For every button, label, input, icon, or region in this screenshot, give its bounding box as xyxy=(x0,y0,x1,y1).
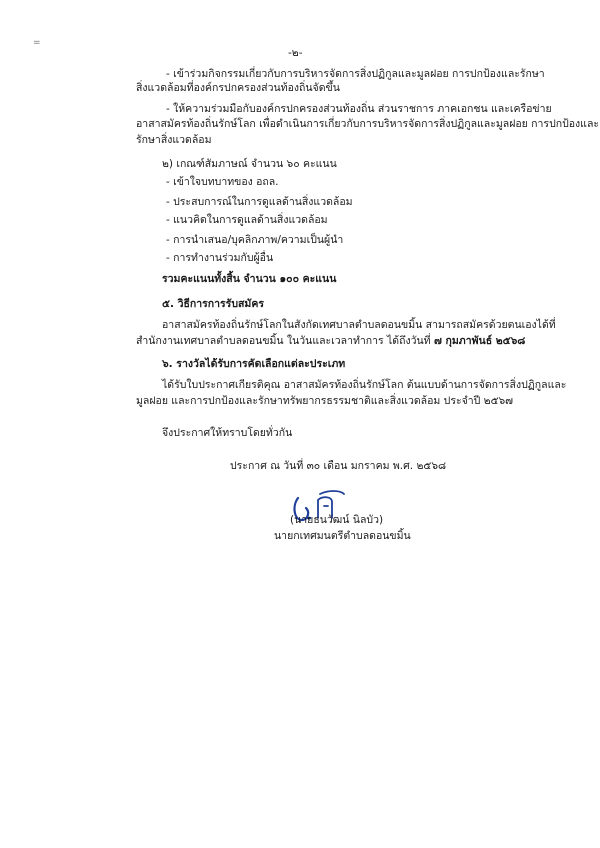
section5-line2-text: สำนักงานเทศบาลตำบลดอนขมิ้น ในวันและเวลาทำการ ได้ถึงวันที่ xyxy=(136,335,434,347)
section6-heading: ๖. รางวัลได้รับการคัดเลือกแต่ละประเภท xyxy=(162,358,346,370)
deadline-date: ๗ กุมภาพันธ์ ๒๕๖๘ xyxy=(433,335,526,347)
criteria-total: รวมคะแนนทั้งสิ้น จำนวน ๑๐๐ คะแนน xyxy=(162,273,337,285)
page-number: -๒- xyxy=(288,47,303,59)
duty-line: - เข้าร่วมกิจกรรมเกี่ยวกับการบริหารจัดการสิ่งปฏิกูลและมูลฝอย การปกป้องและรักษา xyxy=(166,68,545,80)
section5-line: อาสาสมัครท้องถิ่นรักษ์โลกในสังกัดเทศบาลตำบลดอนขมิ้น สามารถสมัครด้วยตนเองได้ที่ xyxy=(162,319,556,331)
section5-line xyxy=(136,335,525,348)
duty-line: - ให้ความร่วมมือกับองค์กรปกครองส่วนท้องถิ่น ส่วนราชการ ภาคเอกชน และเครือข่าย xyxy=(166,103,552,115)
duty-line: สิ่งแวดล้อมที่องค์กรปกครองส่วนท้องถิ่นจัดขึ้น xyxy=(136,82,340,94)
section5-heading: ๕. วิธีการการรับสมัคร xyxy=(162,298,264,310)
criteria-item: - แนวคิดในการดูแลด้านสิ่งแวดล้อม xyxy=(166,214,328,226)
signer-title: นายกเทศมนตรีตำบลดอนขมิ้น xyxy=(274,530,411,542)
section6-line: มูลฝอย และการปกป้องและรักษาทรัพยากรธรรมชาติและสิ่งแวดล้อม ประจำปี ๒๕๖๗ xyxy=(136,395,514,407)
criteria-item: - การทำงานร่วมกับผู้อื่น xyxy=(166,252,274,264)
corner-mark: = xyxy=(33,38,41,48)
criteria-item: - เข้าใจบทบาทของ อถล. xyxy=(166,176,279,188)
duty-line: รักษาสิ่งแวดล้อม xyxy=(136,134,212,146)
section6-line: ได้รับใบประกาศเกียรติคุณ อาสาสมัครท้องถิ่นรักษ์โลก ต้นแบบด้านการจัดการสิ่งปฏิกูลและ xyxy=(162,379,567,391)
criteria-item: - การนำเสนอ/บุคลิกภาพ/ความเป็นผู้นำ xyxy=(166,234,344,246)
duty-line: อาสาสมัครท้องถิ่นรักษ์โลก เพื่อดำเนินการเกี่ยวกับการบริหารจัดการสิ่งปฏิกูลและมูลฝอย การปกป้องและ xyxy=(136,118,600,130)
dateline: ประกาศ ณ วันที่ ๓๐ เดือน มกราคม พ.ศ. ๒๕๖๘ xyxy=(230,460,447,472)
criteria-item: - ประสบการณ์ในการดูแลด้านสิ่งแวดล้อม xyxy=(166,196,353,208)
criteria-heading: ๒) เกณฑ์สัมภาษณ์ จำนวน ๖๐ คะแนน xyxy=(162,158,337,170)
announcement: จึงประกาศให้ทราบโดยทั่วกัน xyxy=(162,427,293,439)
signer-name: (นายธนวัฒน์ นิลบัว) xyxy=(290,514,384,526)
